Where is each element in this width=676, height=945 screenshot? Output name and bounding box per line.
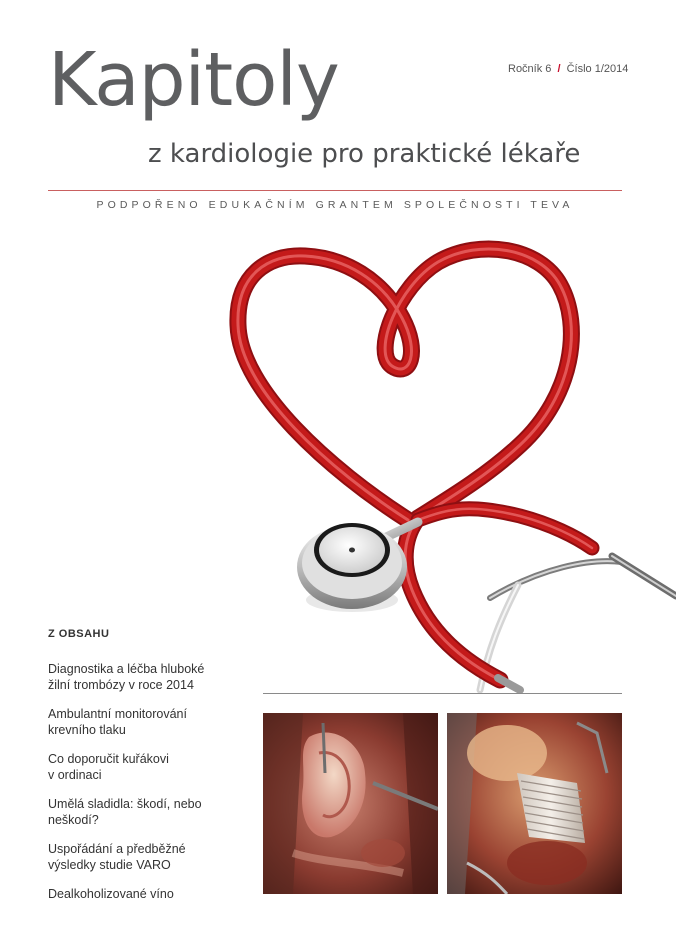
issue-number: Číslo 1/2014 (566, 63, 629, 75)
grant-line: PODPOŘENO EDUKAČNÍM GRANTEM SPOLEČNOSTI TEVA (96, 199, 574, 211)
contents-list (48, 661, 248, 915)
contents-heading: Z OBSAHU (48, 628, 110, 640)
contents-item: Dealkoholizované víno (48, 887, 174, 901)
issue-info (508, 63, 628, 75)
contents-item: Co doporučit kuřákovi v ordinaci (48, 752, 169, 782)
heart-shaped-stethoscope-image (0, 220, 676, 720)
contents-item: Diagnostika a léčba hluboké žilní trombózy v roce 2014 (48, 662, 205, 692)
photo-divider (263, 693, 622, 694)
masthead-divider (48, 190, 622, 191)
magazine-title: Kapitoly (48, 37, 339, 123)
magazine-subtitle: z kardiologie pro praktické lékaře (148, 139, 581, 169)
contents-item: Uspořádání a předběžné výsledky studie VARO (48, 842, 186, 872)
surgical-photo-valve (263, 713, 438, 894)
surgical-photo-graft (447, 713, 622, 894)
volume-number: Ročník 6 (508, 63, 552, 75)
contents-item: Umělá sladidla: škodí, nebo neškodí? (48, 797, 202, 827)
contents-item: Ambulantní monitorování krevního tlaku (48, 707, 187, 737)
issue-separator: / (557, 63, 561, 75)
